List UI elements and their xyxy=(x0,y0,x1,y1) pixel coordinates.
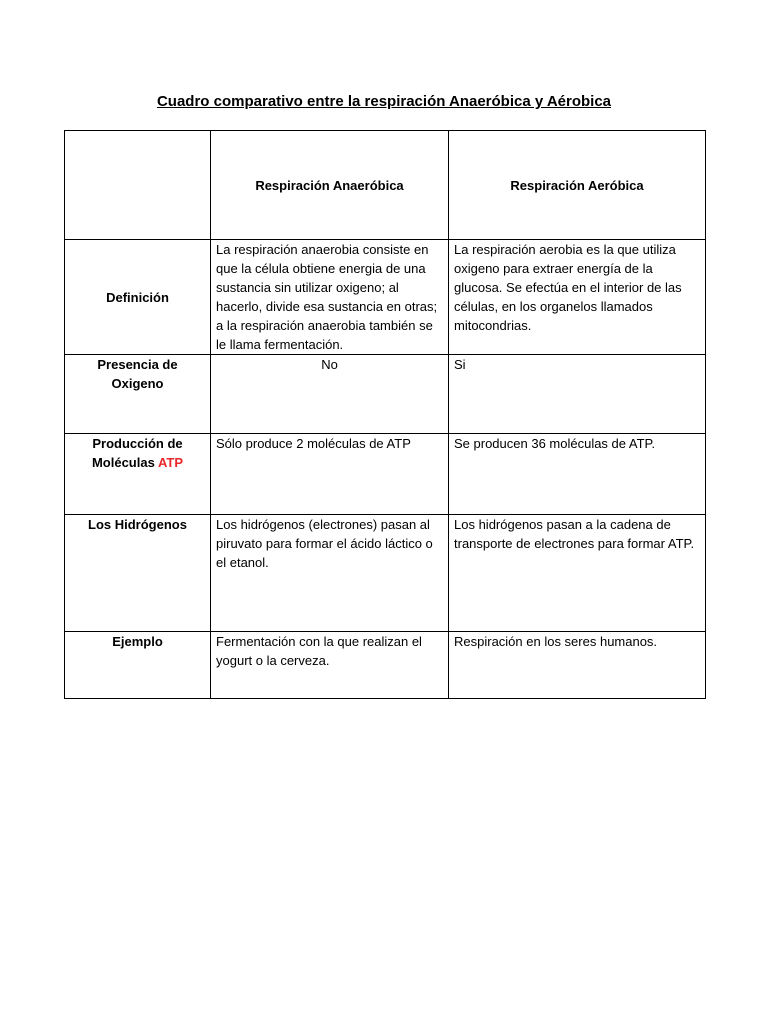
table-row-hidrogenos xyxy=(65,515,706,632)
header-empty-cell xyxy=(65,131,211,240)
document-title xyxy=(0,93,768,110)
row-label-definicion: Definición xyxy=(65,240,211,355)
table-row-atp xyxy=(65,434,706,515)
cell-definicion-anaerobica: La respiración anaerobia consiste en que la célula obtiene energia de una sustancia sin utilizar oxigeno; al hacerlo, divide esa sustancia en otras; a la respiración anaerobia también se le llama fermentación. xyxy=(211,240,449,355)
document-title-text: Cuadro comparativo entre la respiración Anaeróbica y Aérobica xyxy=(156,93,612,110)
row-label-ejemplo: Ejemplo xyxy=(65,632,211,699)
cell-oxigeno-aerobica: Si xyxy=(449,355,706,434)
cell-ejemplo-anaerobica: Fermentación con la que realizan el yogurt o la cerveza. xyxy=(211,632,449,699)
table-row-oxigeno xyxy=(65,355,706,434)
cell-ejemplo-aerobica: Respiración en los seres humanos. xyxy=(449,632,706,699)
comparison-table xyxy=(64,130,706,699)
atp-highlight: ATP xyxy=(157,455,184,470)
cell-definicion-aerobica: La respiración aerobia es la que utiliza oxigeno para extraer energía de la glucosa. Se efectúa en el interior de las células, en los organelos llamados mitocondrias. xyxy=(449,240,706,355)
cell-hidrogenos-anaerobica: Los hidrógenos (electrones) pasan al piruvato para formar el ácido láctico o el etanol. xyxy=(211,515,449,632)
row-label-oxigeno: Presencia de Oxigeno xyxy=(65,355,211,434)
table-row-definicion xyxy=(65,240,706,355)
header-anaerobica: Respiración Anaeróbica xyxy=(211,131,449,240)
cell-oxigeno-anaerobica: No xyxy=(211,355,449,434)
cell-atp-anaerobica: Sólo produce 2 moléculas de ATP xyxy=(211,434,449,515)
row-label-atp-text: Producción de Moléculas xyxy=(91,436,183,470)
header-aerobica: Respiración Aeróbica xyxy=(449,131,706,240)
table-row-ejemplo xyxy=(65,632,706,699)
cell-hidrogenos-aerobica: Los hidrógenos pasan a la cadena de transporte de electrones para formar ATP. xyxy=(449,515,706,632)
cell-atp-aerobica: Se producen 36 moléculas de ATP. xyxy=(449,434,706,515)
row-label-hidrogenos: Los Hidrógenos xyxy=(65,515,211,632)
table-header-row xyxy=(65,131,706,240)
row-label-atp xyxy=(65,434,211,515)
